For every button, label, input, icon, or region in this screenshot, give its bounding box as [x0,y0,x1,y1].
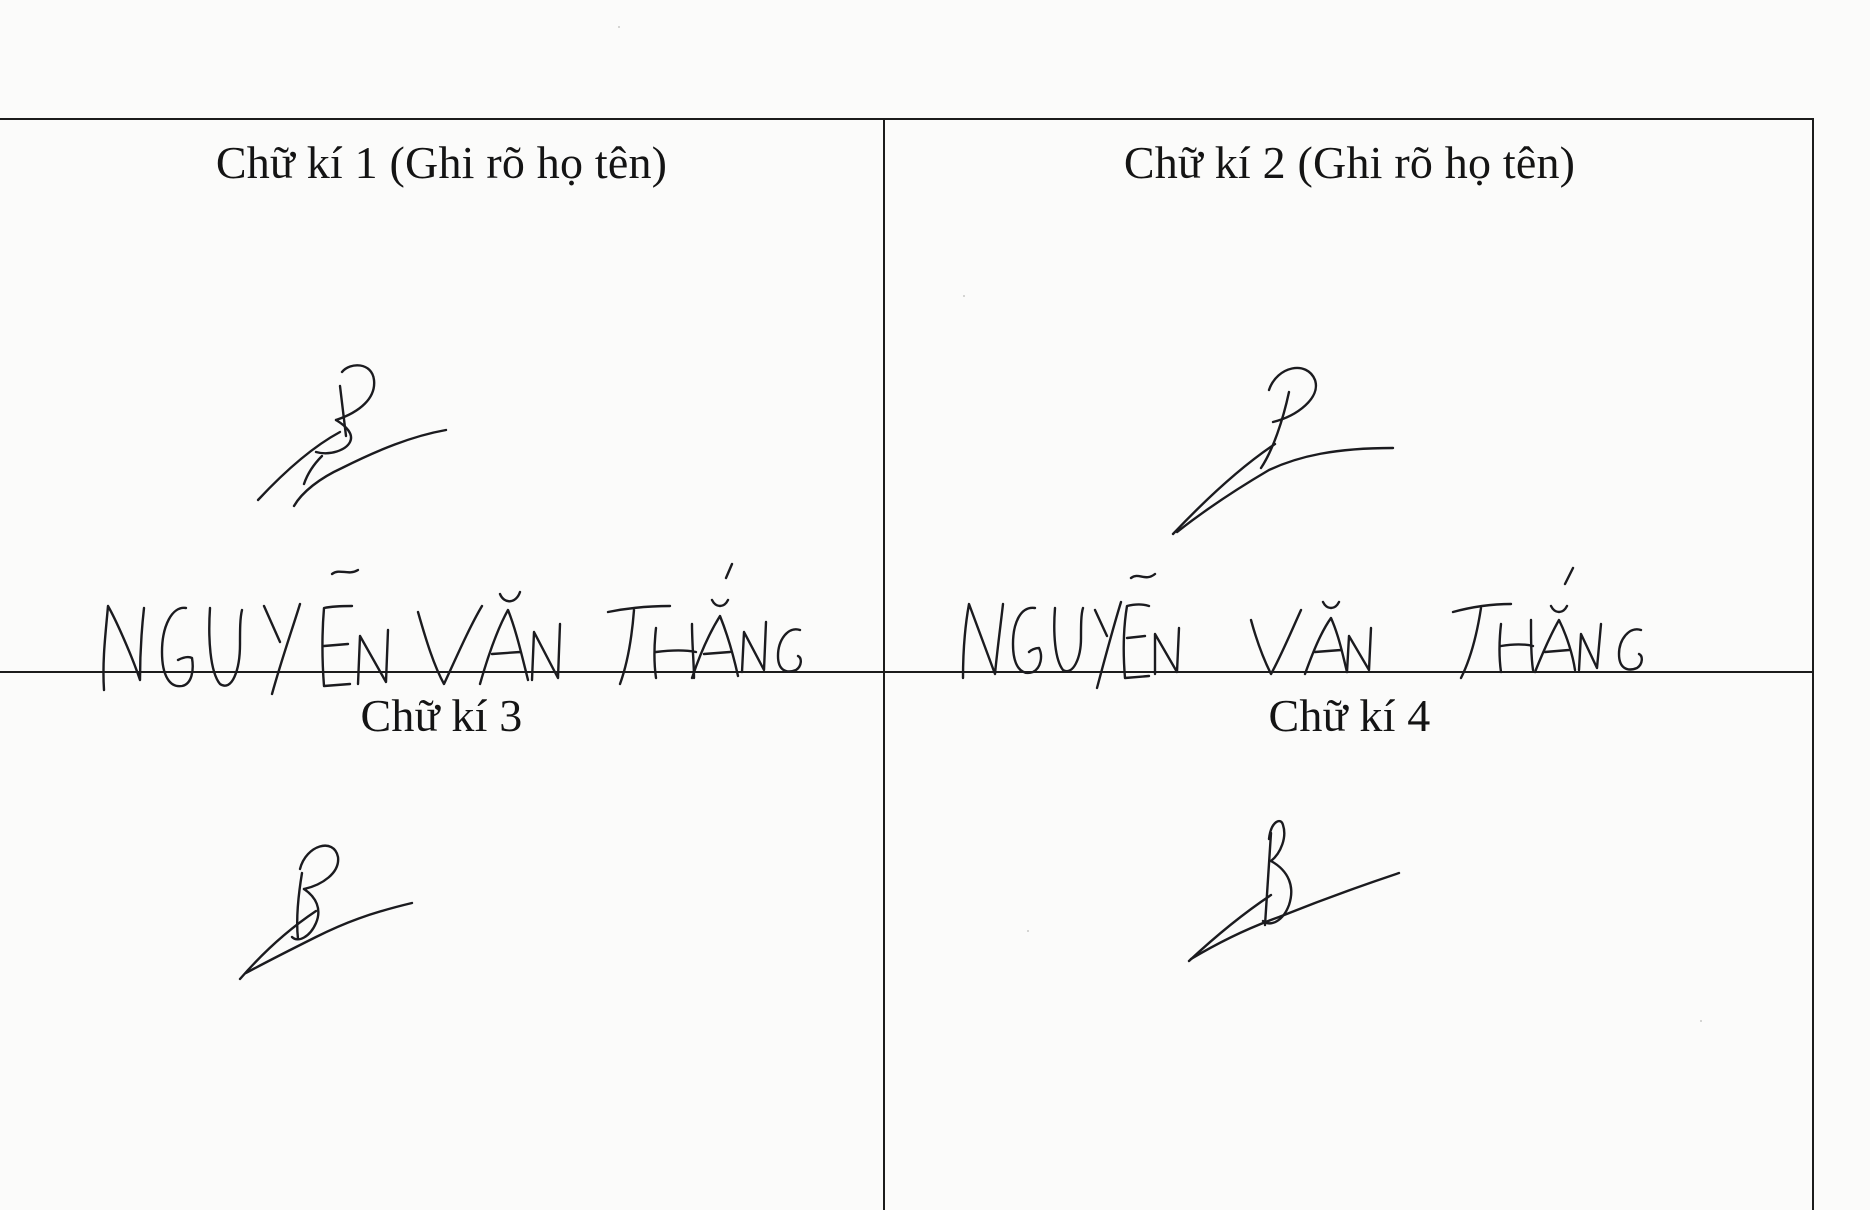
paper-speck [618,26,620,28]
cell-title: Chữ kí 4 [1268,690,1431,741]
handwritten-signature-2 [1165,350,1405,540]
cell-title: Chữ kí 2 (Ghi rõ họ tên) [1123,137,1576,188]
handwritten-signature-4 [1185,813,1415,963]
signature-cell-3 [0,673,883,1210]
signature-cell-2 [883,120,1814,673]
signature-cell-1 [0,120,883,673]
signature-table [0,118,1814,1210]
cell-title: Chữ kí 3 [360,690,523,741]
signature-cell-4 [883,673,1814,1210]
handwritten-signature-1 [250,360,460,520]
cell-title: Chữ kí 1 (Ghi rõ họ tên) [215,137,668,188]
handwritten-signature-3 [236,833,426,983]
